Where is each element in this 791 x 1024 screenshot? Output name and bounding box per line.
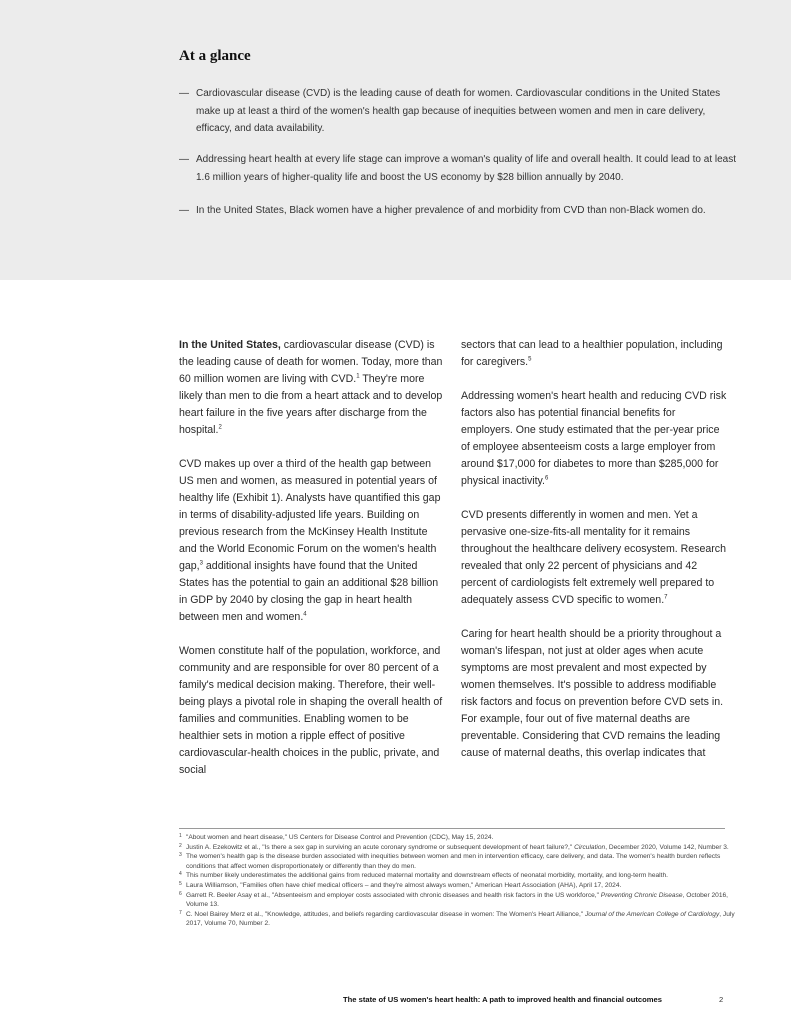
body-column-left: [179, 337, 447, 796]
footnote: [179, 843, 739, 853]
body-paragraph: [179, 643, 447, 779]
bullet-dash: —: [179, 154, 189, 165]
footnote-text: This number likely underestimates the additional gains from reduced maternal mortality and downstream effects of neonatal morbidity, mortality, and long-term health.: [186, 872, 668, 880]
footnote: [179, 852, 739, 871]
footnote-number: 6: [179, 890, 182, 897]
footnote: [179, 881, 739, 891]
glance-bullet: [179, 202, 739, 220]
footnote: [179, 910, 739, 929]
lead-in: In the United States,: [179, 339, 281, 351]
body-paragraph: [461, 626, 729, 762]
body-paragraph: [461, 507, 729, 609]
body-text: cardiovascular disease (CVD) is the leading cause of death for women. Today, more than 60 million women are living with CVD.: [179, 339, 443, 385]
footnote-ref[interactable]: 1: [356, 373, 360, 380]
footnote: [179, 833, 739, 843]
body-text: additional insights have found that the United States has the potential to gain an additional $28 billion in GDP by 2040 by closing the gap in heart health between men and women.: [179, 560, 439, 623]
footnote-text: The women's health gap is the disease burden associated with inequities between women and men in intervention efficacy, care delivery, and data. The women's health burden reflects conditions that affect women disproportionately or differently than they do men.: [186, 853, 721, 870]
body-paragraph: [179, 337, 447, 439]
footnote-number: 2: [179, 842, 182, 849]
body-text: CVD presents differently in women and men. Yet a pervasive one-size-fits-all mentality for it remains throughout the healthcare delivery ecosystem. Research revealed that only 22 percent of physicians and 42 percent of cardiologists felt extremely well prepared to adequately assess CVD specific to women.: [461, 509, 726, 606]
glance-bullet: [179, 151, 739, 186]
body-column-right: [461, 337, 729, 779]
footnote-journal: Circulation: [574, 843, 606, 851]
footnote-text: , October 2016, Volume 13.: [186, 891, 728, 909]
footnote-ref[interactable]: 2: [218, 424, 222, 431]
body-paragraph: [461, 388, 729, 490]
footnote-number: 4: [179, 871, 182, 878]
body-text: Women constitute half of the population, workforce, and community and are responsible for over 80 percent of a family's medical decision making. Therefore, their well-being plays a pivotal role in shaping the overall health of families and communities. Enabling women to be healthier sets in motion a ripple effect of positive cardiovascular-health choices in the public, private, and social: [179, 645, 443, 776]
body-text: Caring for heart health should be a priority throughout a woman's lifespan, not just at older ages when acute symptoms are most prevalent and most expected by women themselves. It's possible to address modifiable risk factors and focus on prevention before CVD sets in. For example, four out of five maternal deaths are preventable. Considering that CVD remains the leading cause of maternal deaths, this overlap indicates that: [461, 628, 724, 759]
footnote: [179, 871, 739, 881]
footnote-journal: Journal of the American College of Cardiology: [584, 910, 720, 918]
footnote-text: Laura Williamson, "Families often have chief medical officers – and they're almost always women," American Heart Association (AHA), April 17, 2024.: [186, 881, 622, 889]
footnote-text: Garrett R. Beeler Asay et al., "Absenteeism and employer costs associated with chronic diseases and health risk factors in the US workforce,": [186, 891, 601, 899]
glance-bullet-text: Addressing heart health at every life stage can improve a woman's quality of life and overall health. It could lead to at least 1.6 million years of higher-quality life and boost the US economy by $28 billion annually by 2040.: [196, 154, 736, 183]
footnotes: [179, 833, 739, 929]
footnote-ref[interactable]: 6: [545, 475, 549, 482]
footnote-text: , December 2020, Volume 142, Number 3.: [605, 843, 729, 851]
footnote-text: "About women and heart disease," US Centers for Disease Control and Prevention (CDC), May 15, 2024.: [186, 834, 494, 841]
body-text: sectors that can lead to a healthier population, including for caregivers.: [461, 339, 723, 368]
body-paragraph: [461, 337, 729, 371]
at-a-glance-box: [0, 0, 791, 280]
footnote-ref[interactable]: 4: [303, 611, 307, 618]
footnote-number: 5: [179, 880, 182, 887]
footnote-text: Justin A. Ezekowitz et al., "Is there a sex gap in surviving an acute coronary syndrome or subsequent development of heart failure?,": [186, 843, 575, 851]
bullet-dash: —: [179, 88, 189, 99]
footnote-ref[interactable]: 3: [199, 560, 203, 567]
footnote: [179, 891, 739, 910]
page-number: 2: [719, 995, 724, 1004]
glance-bullet: [179, 85, 739, 138]
footnote-number: 3: [179, 852, 182, 859]
bullet-dash: —: [179, 205, 189, 216]
footnote-ref[interactable]: 5: [528, 356, 532, 363]
glance-bullet-text: In the United States, Black women have a higher prevalence of and morbidity from CVD than non-Black women do.: [196, 205, 706, 216]
footnote-number: 7: [179, 909, 182, 916]
body-text: Addressing women's heart health and reducing CVD risk factors also has potential financial benefits for employers. One study estimated that the per-year price of employee absenteeism costs a large employer from around $17,000 for diabetes to more than $285,000 for physical inactivity.: [461, 390, 727, 487]
glance-title: At a glance: [179, 48, 251, 64]
footnote-text: , July 2017, Volume 70, Number 2.: [186, 910, 735, 928]
glance-bullet-text: Cardiovascular disease (CVD) is the leading cause of death for women. Cardiovascular conditions in the United States make up at least a third of the women's health gap because of inequities between women and men in care delivery, efficacy, and data availability.: [196, 88, 721, 134]
footnote-text: C. Noel Bairey Merz et al., "Knowledge, attitudes, and beliefs regarding cardiovascular disease in women: The Women's Heart Alliance,": [186, 910, 585, 918]
body-paragraph: [179, 456, 447, 626]
body-text: CVD makes up over a third of the health gap between US men and women, as measured in potential years of healthy life (Exhibit 1). Analysts have quantified this gap in terms of disability-adjusted life years. Building on previous research from the McKinsey Health Institute and the World Economic Forum on the women's health gap,: [179, 458, 441, 572]
body-text: They're more likely than men to die from a heart attack and to develop heart failure in the five years after discharge from the hospital.: [179, 373, 443, 436]
footnote-journal: Preventing Chronic Disease: [600, 891, 683, 899]
footnote-divider: [179, 828, 725, 829]
footnote-ref[interactable]: 7: [664, 594, 668, 601]
footnote-number: 1: [179, 833, 182, 839]
running-footer-title: The state of US women's heart health: A path to improved health and financial outcomes: [343, 995, 662, 1004]
